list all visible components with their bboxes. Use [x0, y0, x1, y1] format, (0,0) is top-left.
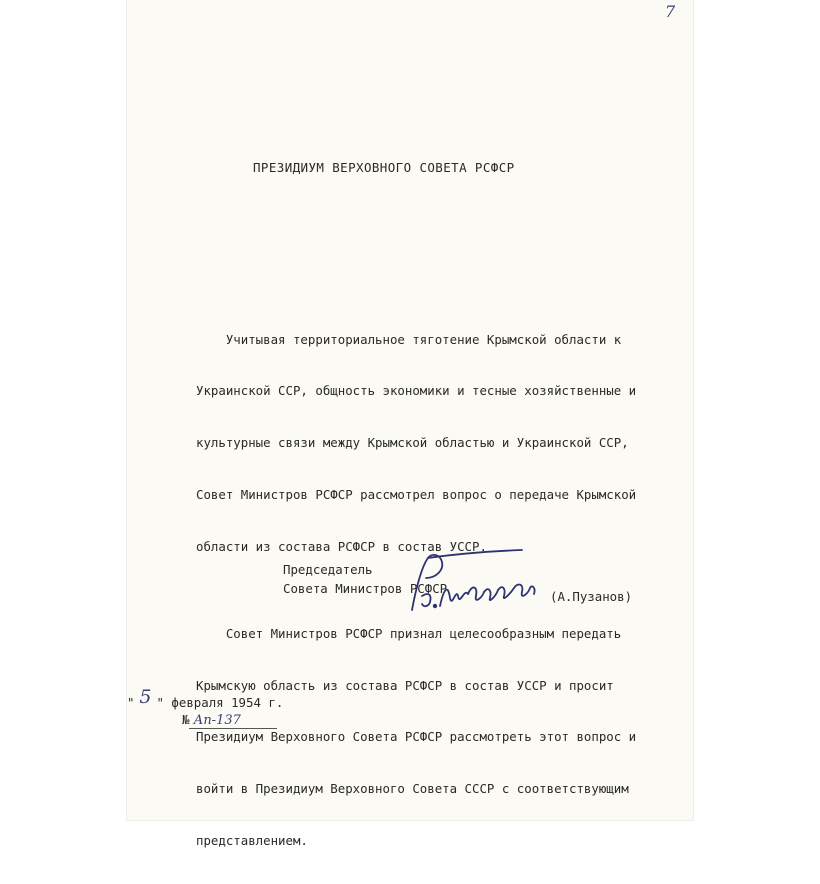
text-line: Совет Министров РСФСР рассмотрел вопрос о передаче Крымской [196, 487, 637, 503]
document-page [127, 0, 693, 849]
text-line: Крымскую область из состава РСФСР в состав УССР и просит [196, 677, 614, 693]
number-value: Ап-137 [189, 713, 277, 729]
signature-graphic [402, 548, 552, 620]
text-line: представлением. [196, 833, 308, 849]
page-number-mark: 7 [665, 2, 676, 21]
date-day: 5 [139, 686, 152, 708]
text-line: Совет Министров РСФСР признал целесообразным передать [196, 625, 622, 641]
paragraph-1 [196, 296, 676, 590]
date-open-quote: " [127, 695, 135, 710]
document-date [127, 686, 284, 712]
paragraph-2 [196, 590, 676, 884]
signatory-title-line-2: Совета Министров РСФСР [283, 581, 448, 596]
text-line: Украинской ССР, общность экономики и тесные хозяйственные и [196, 383, 637, 399]
date-close-quote: " [156, 695, 164, 710]
document-title: ПРЕЗИДИУМ ВЕРХОВНОГО СОВЕТА РСФСР [253, 160, 515, 175]
text-line: культурные связи между Крымской областью и Украинской ССР, [196, 435, 629, 451]
signatory-name: (А.Пузанов) [550, 589, 633, 604]
text-line: Президиум Верховного Совета РСФСР рассмотреть этот вопрос и [196, 729, 637, 745]
signatory-title-line-1: Председатель [283, 562, 373, 577]
registration-number [182, 712, 277, 729]
text-line: области из состава РСФСР в состав УССР. [196, 539, 487, 555]
date-month-year: февраля 1954 г. [171, 695, 284, 710]
text-line: Учитывая территориальное тяготение Крымской области к [196, 331, 622, 347]
number-prefix: № [182, 712, 190, 727]
handwritten-signature [402, 548, 552, 624]
text-line: войти в Президиум Верховного Совета СССР с соответствующим [196, 781, 629, 797]
